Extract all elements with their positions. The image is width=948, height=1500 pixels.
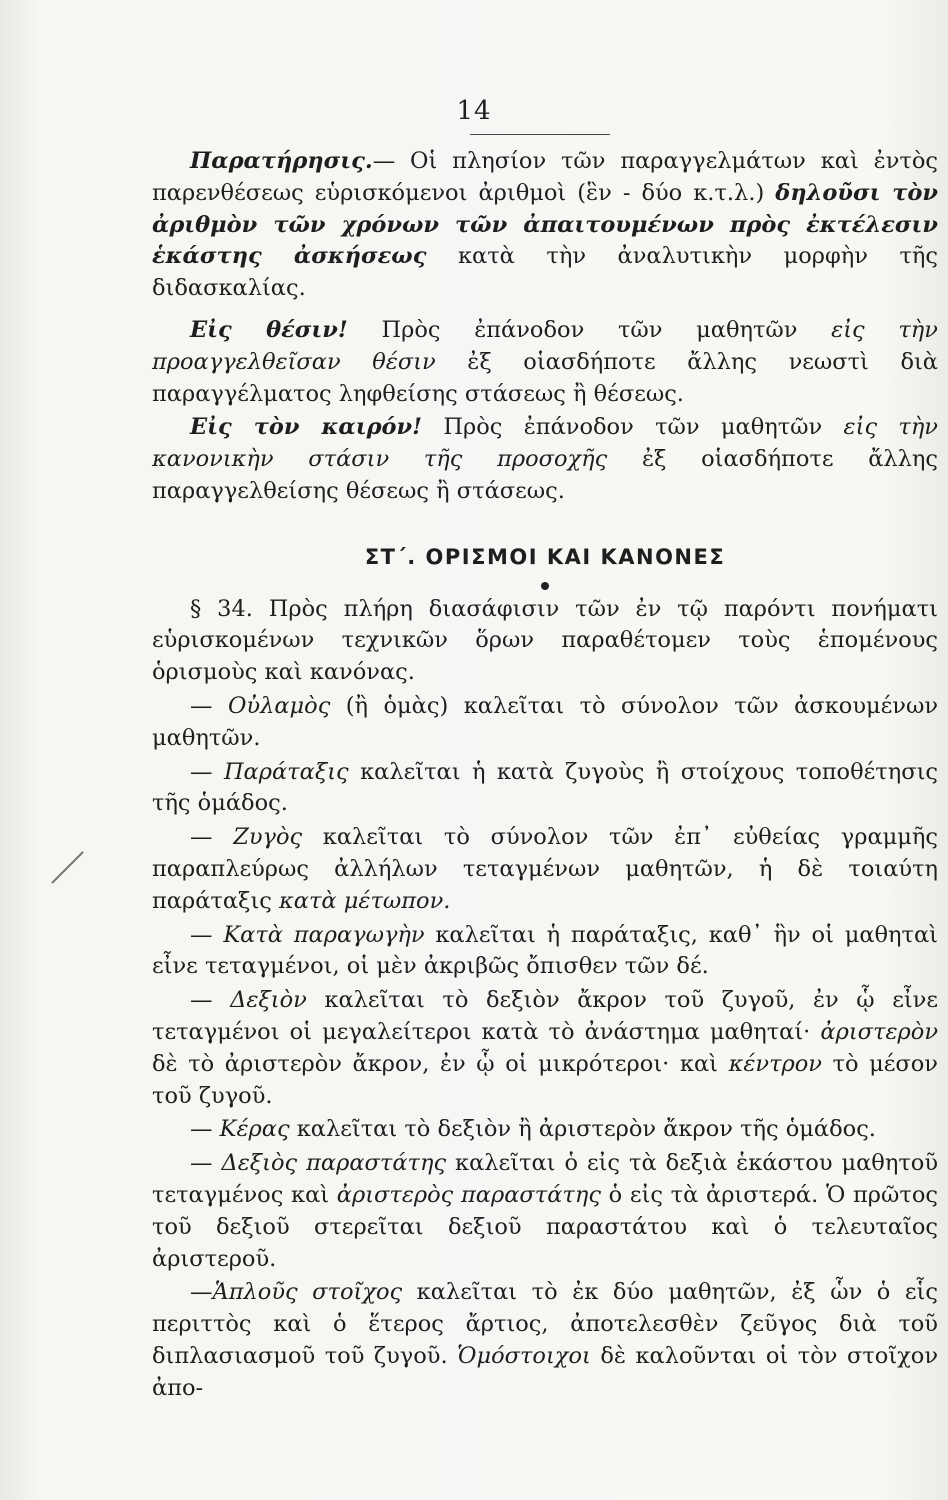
definition-text: καλεῖται τὸ σύνολον τῶν ἐπ᾿ εὐθείας γραμμῆς παραπλεύρως ἀλλήλων τεταγμένων μαθητῶν, ἡ δὲ τοιαύτη παράταξις [152,824,938,914]
definition-text: (ἢ ὁμὰς) καλεῖται τὸ σύνολον τῶν ἀσκουμένων μαθητῶν. [152,692,939,751]
definition-emphasis: κατὰ μέτωπον. [279,887,451,914]
paragraph-lead: Παρατήρησις. [190,148,373,174]
definition-text: καλεῖται ἡ κατὰ ζυγοὺς ἢ στοίχους τοποθέτησις τῆς ὁμάδος. [152,758,938,817]
definition-rank: — Ζυγὸς καλεῖται τὸ σύνολον τῶν ἐπ᾿ εὐθείας γραμμῆς παραπλεύρως ἀλλήλων τεταγμένων μαθητῶν, ἡ δὲ τοιαύτη παράταξις κατὰ μέτωπον. [152,824,938,914]
definition-emphasis: ἀριστερὸς παραστάτης [336,1181,601,1208]
margin-mark [51,851,84,884]
section-heading: ΣΤ΄. ΟΡΙΣΜΟΙ ΚΑΙ ΚΑΝΟΝΕΣ [364,544,726,569]
definition-right: — Δεξιὸν καλεῖται τὸ δεξιὸν ἄκρον τοῦ ζυγοῦ, ἐν ᾧ εἶνε τεταγμένοι οἱ μεγαλείτεροι κατὰ τὸ ἀνάστημα μαθηταί· ἀριστερὸν δὲ τὸ ἀριστερὸν ἄκρον, ἐν ᾧ οἱ μικρότεροι· καὶ κέντρον τὸ μέσον τοῦ ζυγοῦ. [152,987,939,1109]
paragraph-text: κατὰ τὴν ἀναλυτικὴν μορφὴν τῆς διδασκαλίας. [152,243,938,302]
definition-file-pair: —Ἁπλοῦς στοῖχος καλεῖται τὸ ἐκ δύο μαθητῶν, ἐξ ὧν ὁ εἷς περιττὸς καὶ ὁ ἕτερος ἄρτιος, ἀποτελεσθὲν ζεῦγος διὰ τοῦ διπλασιασμοῦ τοῦ ζυγοῦ. Ὁμόστοιχοι δὲ καλοῦνται οἱ τὸν στοῖχον ἀπο- [152,1279,938,1401]
paragraph-at-ease [152,412,938,507]
paragraph-text: ἐξ οἱασδήποτε ἄλλης νεωστὶ διὰ παραγγέλματος ληφθείσης στάσεως ἢ θέσεως. [152,348,939,407]
definition-term: Κατὰ παραγωγὴν [223,921,425,948]
paragraph-text: — Οἱ πλησίον τῶν παραγγελμάτων καὶ ἐντὸς παρενθέσεως εὑρισκόμενοι ἀριθμοὶ (ἓν - δύο κ.τ.λ.) [152,148,938,206]
definition-emphasis: Ὁμόστοιχοι [457,1342,591,1369]
definition-text: καλεῖται τὸ ἐκ δύο μαθητῶν, ἐξ ὧν ὁ εἷς περιττὸς καὶ ὁ ἕτερος ἄρτιος, ἀποτελεσθὲν ζεῦγος διὰ τοῦ διπλασιασμοῦ τοῦ ζυγοῦ. [152,1279,938,1369]
page-number-rule [470,134,610,135]
paragraph-text: Πρὸς ἐπάνοδον τῶν μαθητῶν [347,316,832,343]
body-text [152,146,938,1404]
paragraph-lead: Εἰς θέσιν! [190,316,348,343]
paragraph-text: Πρὸς ἐπάνοδον τῶν μαθητῶν [422,414,844,441]
definition-text: δὲ καλοῦνται οἱ τὸν στοῖχον ἀπο- [152,1342,938,1401]
definition-term: Ἁπλοῦς στοῖχος [212,1279,403,1306]
definition-text: ὁ εἰς τὰ ἀριστερά. Ὁ πρῶτος τοῦ δεξιοῦ στερεῖται δεξιοῦ παραστάτου καὶ ὁ τελευταῖος ἀριστεροῦ. [152,1181,938,1272]
definition-term: Δεξιὸς παραστάτης [221,1150,447,1177]
definition-text: καλεῖται ἡ παράταξις, καθ᾿ ἣν οἱ μαθηταὶ εἶνε τεταγμένοι, οἱ μὲν ἀκριβῶς ὄπισθεν τῶν δέ. [152,921,938,980]
definition-emphasis: ἀριστερὸν [820,1018,938,1045]
definition-term: Κέρας [219,1116,290,1143]
definition-flank: — Κέρας καλεῖται τὸ δεξιὸν ἢ ἀριστερὸν ἄκρον τῆς ὁμάδος. [190,1116,876,1143]
paragraph-observation [152,146,938,305]
paragraph-emphasis: εἰς τὴν κανονικὴν στάσιν τῆς προσοχῆς [152,414,938,473]
definition-text: τὸ μέσον τοῦ ζυγοῦ. [152,1050,938,1109]
paragraph-to-position [152,315,938,410]
paragraph-lead: Εἰς τὸν καιρόν! [190,414,423,441]
definition-text: καλεῖται τὸ δεξιὸν ἢ ἀριστερὸν ἄκρον τῆς ὁμάδος. [289,1116,876,1143]
paragraph-emphasis: δηλοῦσι τὸν ἀριθμὸν τῶν χρόνων τῶν ἀπαιτουμένων πρὸς ἐκτέλεσιν ἑκάστης ἀσκήσεως [152,179,938,270]
definition-text: καλεῖται τὸ δεξιὸν ἄκρον τοῦ ζυγοῦ, ἐν ᾧ εἶνε τεταγμένοι οἱ μεγαλείτεροι κατὰ τὸ ἀνάστημα μαθηταί· [152,987,939,1045]
heading-ornament [541,582,549,590]
definition-term: Οὐλαμὸς [227,692,331,719]
definition-term: Παράταξις [223,758,349,785]
definition-formation: — Παράταξις καλεῖται ἡ κατὰ ζυγοὺς ἢ στοίχους τοποθέτησις τῆς ὁμάδος. [152,758,938,817]
definition-file: — Κατὰ παραγωγὴν καλεῖται ἡ παράταξις, καθ᾿ ἣν οἱ μαθηταὶ εἶνε τεταγμένοι, οἱ μὲν ἀκριβῶς ὄπισθεν τῶν δέ. [152,921,938,980]
definition-term: Δεξιὸν [230,987,307,1014]
definition-platoon: — Οὐλαμὸς (ἢ ὁμὰς) καλεῖται τὸ σύνολον τῶν ἀσκουμένων μαθητῶν. [152,692,939,751]
paragraph-s34: § 34. Πρὸς πλήρη διασάφισιν τῶν ἐν τῷ παρόντι πονήματι εὑρισκομένων τεχνικῶν ὅρων παραθέτομεν τοὺς ἑπομένους ὁρισμοὺς καὶ κανόνας. [152,595,938,686]
definition-text: δὲ τὸ ἀριστερὸν ἄκρον, ἐν ᾧ οἱ μικρότεροι· καὶ [152,1050,729,1077]
definition-term: Ζυγὸς [233,824,303,851]
page-number: 14 [456,96,492,126]
paragraph-emphasis: εἰς τὴν προαγγελθεῖσαν θέσιν [152,316,938,375]
definition-text: καλεῖται ὁ εἰς τὰ δεξιὰ ἑκάστου μαθητοῦ τεταγμένος καὶ [152,1150,939,1208]
definition-neighbour: — Δεξιὸς παραστάτης καλεῖται ὁ εἰς τὰ δεξιὰ ἑκάστου μαθητοῦ τεταγμένος καὶ ἀριστερὸς παραστάτης ὁ εἰς τὰ ἀριστερά. Ὁ πρῶτος τοῦ δεξιοῦ στερεῖται δεξιοῦ παραστάτου καὶ ὁ τελευταῖος ἀριστεροῦ. [152,1150,939,1272]
definition-emphasis: κέντρον [728,1050,822,1077]
paragraph-text: ἐξ οἱασδήποτε ἄλλης παραγγελθείσης θέσεως ἢ στάσεως. [152,446,938,504]
